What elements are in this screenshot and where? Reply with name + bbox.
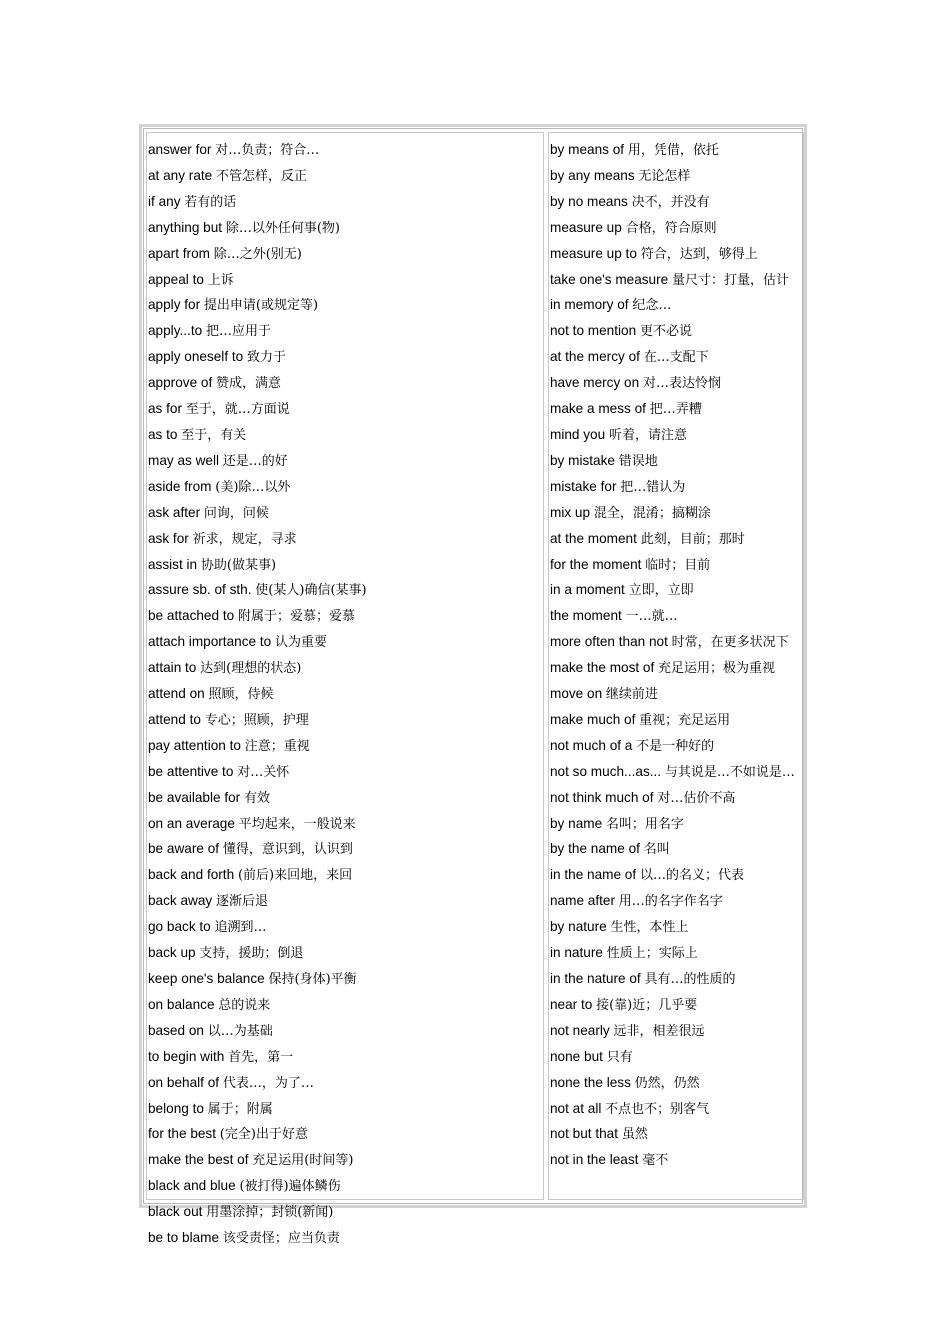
- meaning-text: 以…的名义；代表: [639, 868, 744, 884]
- meaning-text: 代表…，为了…: [222, 1075, 314, 1091]
- list-item: [550, 397, 803, 423]
- list-item: [550, 449, 803, 475]
- list-item: [550, 993, 803, 1019]
- list-item: [148, 1148, 543, 1174]
- phrase-text: near to: [550, 996, 593, 1012]
- list-item: [148, 630, 543, 656]
- phrase-text: by the name of: [550, 841, 640, 857]
- list-item: [148, 553, 543, 579]
- meaning-text: 用，凭借，依托: [627, 143, 719, 158]
- list-item: [148, 578, 543, 604]
- list-item: [148, 1122, 543, 1148]
- meaning-text: 不是一种好的: [636, 738, 715, 754]
- meaning-text: 支持，援助；倒退: [199, 946, 304, 962]
- phrase-text: by any means: [550, 167, 635, 183]
- phrase-text: be aware of: [148, 841, 220, 857]
- list-item: [148, 812, 543, 838]
- phrase-text: mix up: [550, 504, 591, 520]
- phrase-text: in memory of: [550, 297, 629, 313]
- list-item: [148, 423, 543, 449]
- phrase-text: in the name of: [550, 867, 637, 883]
- list-item: [148, 216, 543, 242]
- meaning-text: 认为重要: [274, 635, 327, 651]
- phrase-text: for the best: [148, 1126, 217, 1142]
- list-item: [148, 682, 543, 708]
- meaning-text: 对…表达怜悯: [642, 376, 721, 392]
- phrase-text: on balance: [148, 996, 215, 1012]
- list-item: [148, 915, 543, 941]
- meaning-text: 除…之外(别无): [213, 246, 302, 262]
- meaning-text: 保持(身体)平衡: [268, 972, 357, 987]
- phrase-text: in the nature of: [550, 971, 641, 986]
- meaning-text: 问询，问候: [203, 505, 269, 521]
- list-item: [148, 242, 543, 268]
- list-item: [148, 863, 543, 889]
- list-item: [550, 345, 803, 371]
- list-item: [550, 837, 803, 863]
- phrase-text: not nearly: [550, 1022, 610, 1038]
- list-item: [550, 268, 803, 294]
- phrase-text: if any: [148, 193, 181, 209]
- phrase-text: belong to: [148, 1100, 204, 1116]
- list-item: [148, 1071, 543, 1097]
- phrase-text: assist in: [148, 556, 198, 572]
- meaning-text: 毫不: [642, 1153, 669, 1169]
- phrase-text: not so much...as...: [550, 763, 662, 779]
- phrase-text: move on: [550, 686, 603, 702]
- list-item: [148, 319, 543, 345]
- list-item: [148, 293, 543, 319]
- meaning-text: 赞成，满意: [216, 376, 282, 392]
- list-item: [148, 475, 543, 501]
- meaning-text: 名叫；用名字: [605, 816, 684, 832]
- phrase-text: not much of a: [550, 737, 633, 753]
- list-item: [148, 1174, 543, 1200]
- meaning-text: (完全)出于好意: [219, 1127, 308, 1143]
- phrase-text: back and forth: [148, 867, 235, 883]
- meaning-text: 立即，立即: [628, 583, 694, 599]
- list-item: [148, 1226, 543, 1252]
- phrase-text: by nature: [550, 919, 607, 935]
- phrase-text: none but: [550, 1048, 603, 1064]
- phrase-text: apply for: [148, 297, 201, 313]
- phrase-text: pay attention to: [148, 737, 241, 753]
- phrase-text: back up: [148, 945, 196, 961]
- list-item: [148, 397, 543, 423]
- meaning-text: 把…弄糟: [649, 402, 702, 418]
- list-item: [148, 967, 543, 993]
- list-item: [148, 1200, 543, 1226]
- meaning-text: 把…应用于: [205, 324, 271, 340]
- list-item: [550, 216, 803, 242]
- list-item: [550, 656, 803, 682]
- list-item: [550, 553, 803, 579]
- list-item: [550, 915, 803, 941]
- list-item: [148, 837, 543, 863]
- phrase-text: by means of: [550, 142, 625, 157]
- phrase-text: attain to: [148, 660, 197, 676]
- list-item: [148, 993, 543, 1019]
- meaning-text: 除…以外任何事(物): [225, 220, 341, 236]
- list-item: [550, 1045, 803, 1071]
- meaning-text: 对…估价不高: [657, 790, 736, 806]
- phrase-text: appeal to: [148, 271, 204, 287]
- phrase-text: be to blame: [148, 1230, 220, 1246]
- meaning-text: 协助(做某事): [200, 557, 277, 573]
- phrase-text: anything but: [148, 219, 223, 235]
- phrase-text: in nature: [550, 945, 603, 961]
- list-item: [148, 604, 543, 630]
- meaning-text: 与其说是…不如说是…: [664, 764, 795, 780]
- phrase-text: answer for: [148, 142, 212, 157]
- list-item: [550, 708, 803, 734]
- list-item: [550, 863, 803, 889]
- phrase-text: in a moment: [550, 582, 625, 598]
- meaning-text: 在…支配下: [643, 350, 709, 366]
- phrase-text: by no means: [550, 193, 628, 209]
- meaning-text: 错误地: [618, 453, 658, 469]
- meaning-text: 追溯到…: [214, 920, 267, 936]
- meaning-text: 此刻，目前；那时: [640, 531, 745, 547]
- phrase-text: not think much of: [550, 789, 654, 805]
- list-item: [550, 527, 803, 553]
- list-item: [148, 268, 543, 294]
- meaning-text: 照顾，侍候: [208, 687, 274, 703]
- list-item: [550, 1148, 803, 1174]
- list-item: [550, 501, 803, 527]
- phrase-text: make much of: [550, 711, 636, 727]
- phrase-text: attend on: [148, 686, 205, 702]
- list-item: [550, 941, 803, 967]
- right-phrase-list: [550, 138, 803, 1174]
- list-item: [148, 371, 543, 397]
- phrase-text: not at all: [550, 1100, 602, 1116]
- list-item: [148, 1045, 543, 1071]
- meaning-text: 继续前进: [605, 687, 658, 703]
- phrase-text: aside from: [148, 478, 212, 494]
- phrase-text: by mistake: [550, 452, 615, 468]
- list-item: [550, 423, 803, 449]
- meaning-text: 该受责怪；应当负责: [222, 1231, 340, 1247]
- phrase-text: make a mess of: [550, 401, 646, 417]
- meaning-text: 纪念…: [632, 298, 672, 314]
- list-item: [550, 889, 803, 915]
- list-item: [550, 190, 803, 216]
- list-item: [550, 164, 803, 190]
- meaning-text: 逐渐后退: [216, 894, 269, 910]
- meaning-text: 听着，请注意: [608, 427, 687, 443]
- phrase-text: attach importance to: [148, 634, 272, 650]
- phrase-text: measure up to: [550, 245, 637, 261]
- meaning-text: 合格，符合原则: [625, 220, 717, 236]
- phrase-text: at the moment: [550, 530, 637, 546]
- meaning-text: 有效: [243, 790, 270, 806]
- meaning-text: 符合，达到，够得上: [640, 246, 758, 262]
- phrase-text: black and blue: [148, 1178, 236, 1194]
- list-item: [550, 682, 803, 708]
- phrase-text: take one's measure: [550, 271, 669, 287]
- phrase-text: as for: [148, 401, 182, 417]
- list-item: [550, 1097, 803, 1123]
- meaning-text: 名叫: [643, 842, 670, 858]
- phrase-text: have mercy on: [550, 375, 640, 391]
- phrase-text: not but that: [550, 1126, 619, 1142]
- phrase-text: be attentive to: [148, 763, 234, 779]
- phrase-text: name after: [550, 893, 615, 909]
- list-item: [550, 604, 803, 630]
- list-item: [148, 345, 543, 371]
- phrase-text: apply...to: [148, 323, 203, 339]
- phrase-text: measure up: [550, 219, 622, 235]
- meaning-text: 用墨涂掉；封锁(新闻): [206, 1205, 334, 1221]
- meaning-text: 懂得，意识到，认识到: [222, 842, 353, 858]
- list-item: [148, 501, 543, 527]
- meaning-text: 仍然，仍然: [634, 1075, 700, 1091]
- table-inner-border: [143, 128, 803, 1247]
- phrase-text: on behalf of: [148, 1074, 220, 1090]
- phrase-text: assure sb. of sth.: [148, 582, 252, 598]
- list-item: [148, 734, 543, 760]
- list-item: [550, 371, 803, 397]
- phrase-text: make the most of: [550, 660, 655, 676]
- list-item: [550, 1019, 803, 1045]
- phrase-text: based on: [148, 1022, 204, 1038]
- list-item: [550, 138, 803, 164]
- list-item: [550, 630, 803, 656]
- meaning-text: (美)除…以外: [215, 479, 291, 495]
- meaning-text: 若有的话: [184, 194, 237, 210]
- list-item: [148, 786, 543, 812]
- phrase-text: at the mercy of: [550, 349, 640, 365]
- meaning-text: 至于，有关: [181, 427, 247, 443]
- meaning-text: (前后)来回地，来回: [237, 868, 353, 884]
- meaning-text: 量尺寸：打量，估计: [672, 272, 790, 288]
- meaning-text: 具有…的性质的: [644, 972, 736, 987]
- list-item: [550, 293, 803, 319]
- phrase-text: ask after: [148, 504, 201, 520]
- meaning-text: 至于，就…方面说: [185, 402, 290, 418]
- meaning-text: 混全，混淆；搞糊涂: [593, 505, 711, 521]
- meaning-text: 以…为基础: [207, 1023, 273, 1039]
- meaning-text: 无论怎样: [638, 168, 691, 184]
- meaning-text: 时常，在更多状况下: [671, 635, 789, 651]
- list-item: [148, 1097, 543, 1123]
- phrase-table: [139, 124, 807, 1247]
- phrase-text: mistake for: [550, 478, 617, 494]
- list-item: [550, 786, 803, 812]
- phrase-text: be available for: [148, 789, 241, 805]
- list-item: [550, 760, 803, 786]
- list-item: [550, 967, 803, 993]
- meaning-text: 对…关怀: [237, 764, 290, 780]
- phrase-text: by name: [550, 815, 603, 831]
- meaning-text: 生性，本性上: [610, 920, 689, 936]
- meaning-text: (被打得)遍体鳞伤: [239, 1179, 341, 1195]
- meaning-text: 总的说来: [218, 997, 271, 1013]
- list-item: [148, 449, 543, 475]
- meaning-text: 更不必说: [639, 324, 692, 340]
- meaning-text: 达到(理想的状态): [200, 661, 302, 677]
- list-item: [148, 527, 543, 553]
- meaning-text: 充足运用；极为重视: [658, 661, 776, 677]
- meaning-text: 注意；重视: [244, 738, 310, 754]
- meaning-text: 远非，相差很远: [613, 1023, 705, 1039]
- list-item: [148, 760, 543, 786]
- list-item: [550, 319, 803, 345]
- meaning-text: 附属于；爱慕；爱慕: [237, 609, 355, 625]
- list-item: [148, 889, 543, 915]
- phrase-text: more often than not: [550, 634, 668, 650]
- phrase-text: for the moment: [550, 556, 642, 572]
- phrase-text: apply oneself to: [148, 349, 244, 365]
- phrase-text: not in the least: [550, 1152, 639, 1168]
- meaning-text: 平均起来，一般说来: [238, 816, 356, 832]
- phrase-text: as to: [148, 426, 178, 442]
- phrase-text: the moment: [550, 608, 622, 624]
- meaning-text: 专心；照顾，护理: [204, 712, 309, 728]
- meaning-text: 使(某人)确信(某事): [255, 583, 367, 599]
- phrase-text: attend to: [148, 711, 201, 727]
- meaning-text: 接(靠)近；几乎要: [596, 997, 698, 1013]
- phrase-text: approve of: [148, 375, 213, 391]
- list-item: [148, 1019, 543, 1045]
- phrase-text: black out: [148, 1204, 203, 1220]
- meaning-text: 不管怎样，反正: [216, 168, 308, 184]
- meaning-text: 临时；目前: [645, 557, 711, 573]
- phrase-text: apart from: [148, 245, 210, 261]
- meaning-text: 性质上；实际上: [606, 946, 698, 962]
- phrase-text: back away: [148, 893, 213, 909]
- phrase-text: go back to: [148, 919, 211, 935]
- phrase-text: keep one's balance: [148, 971, 265, 986]
- list-item: [148, 656, 543, 682]
- list-item: [550, 812, 803, 838]
- list-item: [550, 1122, 803, 1148]
- meaning-text: 上诉: [207, 272, 234, 288]
- phrase-text: at any rate: [148, 167, 213, 183]
- meaning-text: 决不，并没有: [631, 194, 710, 210]
- left-phrase-list: [148, 138, 543, 1252]
- phrase-text: be attached to: [148, 608, 235, 624]
- meaning-text: 祈求，规定，寻求: [192, 531, 297, 547]
- meaning-text: 充足运用(时间等): [252, 1153, 354, 1169]
- meaning-text: 致力于: [247, 350, 287, 366]
- list-item: [550, 242, 803, 268]
- phrase-text: make the best of: [148, 1152, 249, 1168]
- meaning-text: 不点也不；别客气: [605, 1101, 710, 1117]
- right-column: [548, 132, 804, 1200]
- meaning-text: 把…错认为: [620, 479, 686, 495]
- meaning-text: 还是…的好: [222, 453, 288, 469]
- list-item: [550, 578, 803, 604]
- phrase-text: may as well: [148, 452, 220, 468]
- list-item: [550, 734, 803, 760]
- meaning-text: 首先，第一: [228, 1049, 294, 1065]
- phrase-text: not to mention: [550, 323, 637, 339]
- meaning-text: 重视；充足运用: [639, 712, 731, 728]
- meaning-text: 用…的名字作名字: [618, 894, 723, 910]
- meaning-text: 虽然: [621, 1127, 648, 1143]
- meaning-text: 提出申请(或规定等): [203, 298, 319, 314]
- list-item: [550, 1071, 803, 1097]
- phrase-text: ask for: [148, 530, 189, 546]
- list-item: [148, 708, 543, 734]
- meaning-text: 属于；附属: [207, 1101, 273, 1117]
- phrase-text: to begin with: [148, 1048, 225, 1064]
- phrase-text: mind you: [550, 426, 606, 442]
- meaning-text: 对…负责；符合…: [215, 143, 320, 158]
- meaning-text: 一…就…: [625, 609, 678, 625]
- list-item: [148, 164, 543, 190]
- list-item: [148, 941, 543, 967]
- phrase-text: on an average: [148, 815, 235, 831]
- list-item: [148, 190, 543, 216]
- left-column: [146, 132, 544, 1247]
- meaning-text: 只有: [606, 1049, 633, 1065]
- list-item: [148, 138, 543, 164]
- phrase-text: none the less: [550, 1074, 631, 1090]
- list-item: [550, 475, 803, 501]
